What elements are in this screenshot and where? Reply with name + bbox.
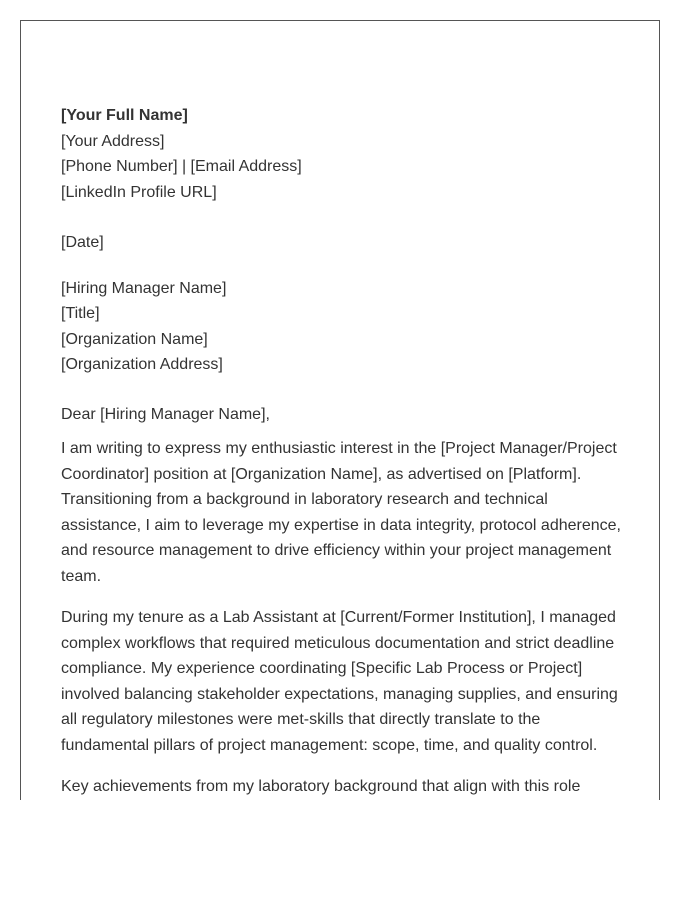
body-paragraph-2: During my tenure as a Lab Assistant at [Current/Former Institution], I managed complex workflows that required meticulous documentation and strict deadline compliance. My experience coordinating [Specific Lab Process or Project] involved balancing stakeholder expectations, managing supplies, and ensuring all regulatory milestones were met-skills that directly translate to the fundamental pillars of project management: scope, time, and quality control. — [61, 609, 618, 754]
sender-linkedin: [LinkedIn Profile URL] — [61, 183, 217, 201]
letter-body — [61, 436, 631, 800]
letter-page — [20, 20, 660, 800]
letter-date: [Date] — [61, 234, 104, 251]
body-paragraph-1: I am writing to express my enthusiastic interest in the [Project Manager/Project Coordinator] position at [Organization Name], as advertised on [Platform]. Transitioning from a background in laboratory research and technical assistance, I aim to leverage my expertise in data integrity, protocol adherence, and resource management to drive efficiency within your project management team. — [61, 440, 621, 585]
sender-contact: [Phone Number] | [Email Address] — [61, 158, 302, 175]
sender-block — [61, 103, 631, 205]
recipient-address: [Organization Address] — [61, 356, 223, 373]
salutation: Dear [Hiring Manager Name], — [61, 405, 270, 423]
salutation-block — [61, 402, 631, 428]
recipient-name: [Hiring Manager Name] — [61, 279, 227, 297]
sender-name: [Your Full Name] — [61, 107, 188, 124]
body-paragraph-3: Key achievements from my laboratory background that align with this role — [61, 778, 581, 795]
letter-content — [61, 103, 631, 800]
recipient-block — [61, 276, 631, 378]
recipient-organization: [Organization Name] — [61, 330, 208, 348]
recipient-title: [Title] — [61, 305, 100, 322]
date-block — [61, 230, 631, 256]
sender-address: [Your Address] — [61, 132, 165, 150]
